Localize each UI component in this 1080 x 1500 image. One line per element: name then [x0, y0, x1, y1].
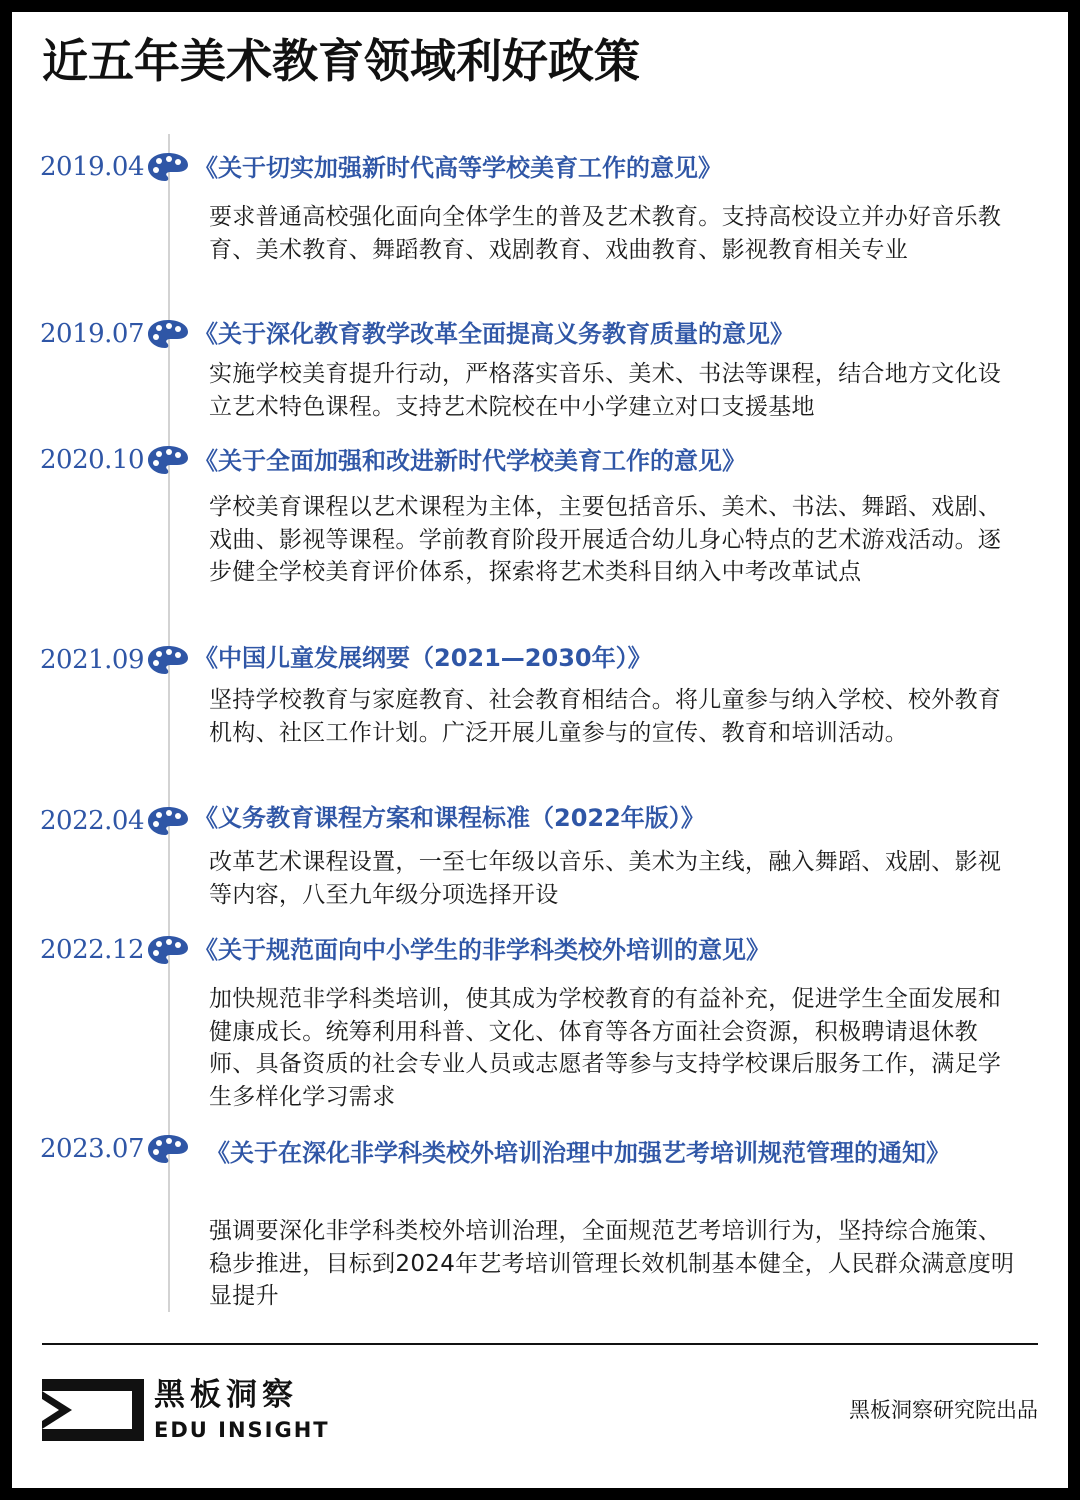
entry-title: 《中国儿童发展纲要（2021—2030年）》: [194, 644, 652, 672]
entry-date: 2022.04: [40, 806, 145, 836]
entry-title: 《关于全面加强和改进新时代学校美育工作的意见》: [194, 447, 746, 475]
entry-title: 《关于规范面向中小学生的非学科类校外培训的意见》: [194, 936, 770, 964]
palette-icon: [147, 805, 189, 837]
brand-name-en: EDU INSIGHT: [154, 1418, 330, 1442]
entry-date: 2019.07: [40, 319, 145, 349]
footer-divider: [42, 1343, 1038, 1345]
entry-description: 实施学校美育提升行动，严格落实音乐、美术、书法等课程，结合地方文化设立艺术特色课程。支持艺术院校在中小学建立对口支援基地: [209, 361, 1002, 420]
publisher-note: 黑板洞察研究院出品: [849, 1398, 1038, 1422]
palette-icon: [147, 151, 189, 183]
palette-icon: [147, 444, 189, 476]
poster-page: [12, 12, 1068, 1488]
page-title: 近五年美术教育领域利好政策: [42, 34, 640, 88]
palette-icon: [147, 644, 189, 676]
entry-date: 2021.09: [40, 645, 145, 675]
entry-title: 《关于在深化非学科类校外培训治理中加强艺考培训规范管理的通知》: [206, 1139, 950, 1167]
entry-description: 加快规范非学科类培训，使其成为学校教育的有益补充，促进学生全面发展和健康成长。统筹利用科普、文化、体育等各方面社会资源，积极聘请退休教师、具备资质的社会专业人员或志愿者等参与支持学校课后服务工作，满足学生多样化学习需求: [209, 986, 1002, 1110]
palette-icon: [147, 318, 189, 350]
entry-description: 改革艺术课程设置，一至七年级以音乐、美术为主线，融入舞蹈、戏剧、影视等内容，八至九年级分项选择开设: [209, 849, 1002, 908]
entry-title: 《关于切实加强新时代高等学校美育工作的意见》: [194, 154, 722, 182]
entry-date: 2019.04: [40, 152, 145, 182]
palette-icon: [147, 1133, 189, 1165]
entry-date: 2020.10: [40, 445, 145, 475]
entry-title: 《义务教育课程方案和课程标准（2022年版）》: [194, 804, 705, 832]
entry-date: 2023.07: [40, 1134, 145, 1164]
entry-description: 要求普通高校强化面向全体学生的普及艺术教育。支持高校设立并办好音乐教育、美术教育、舞蹈教育、戏剧教育、戏曲教育、影视教育相关专业: [209, 204, 1002, 263]
entry-title: 《关于深化教育教学改革全面提高义务教育质量的意见》: [194, 320, 794, 348]
entry-description: 坚持学校教育与家庭教育、社会教育相结合。将儿童参与纳入学校、校外教育机构、社区工作计划。广泛开展儿童参与的宣传、教育和培训活动。: [209, 687, 1002, 746]
palette-icon: [147, 934, 189, 966]
entry-description: 学校美育课程以艺术课程为主体，主要包括音乐、美术、书法、舞蹈、戏剧、戏曲、影视等课程。学前教育阶段开展适合幼儿身心特点的艺术游戏活动。逐步健全学校美育评价体系，探索将艺术类科目纳入中考改革试点: [209, 494, 1002, 585]
entry-date: 2022.12: [40, 935, 145, 965]
brand-name-cn: 黑板洞察: [154, 1377, 298, 1413]
edu-insight-logo-icon: [42, 1379, 144, 1441]
entry-description: 强调要深化非学科类校外培训治理，全面规范艺考培训行为，坚持综合施策、稳步推进，目标到2024年艺考培训管理长效机制基本健全，人民群众满意度明显提升: [209, 1218, 1015, 1309]
